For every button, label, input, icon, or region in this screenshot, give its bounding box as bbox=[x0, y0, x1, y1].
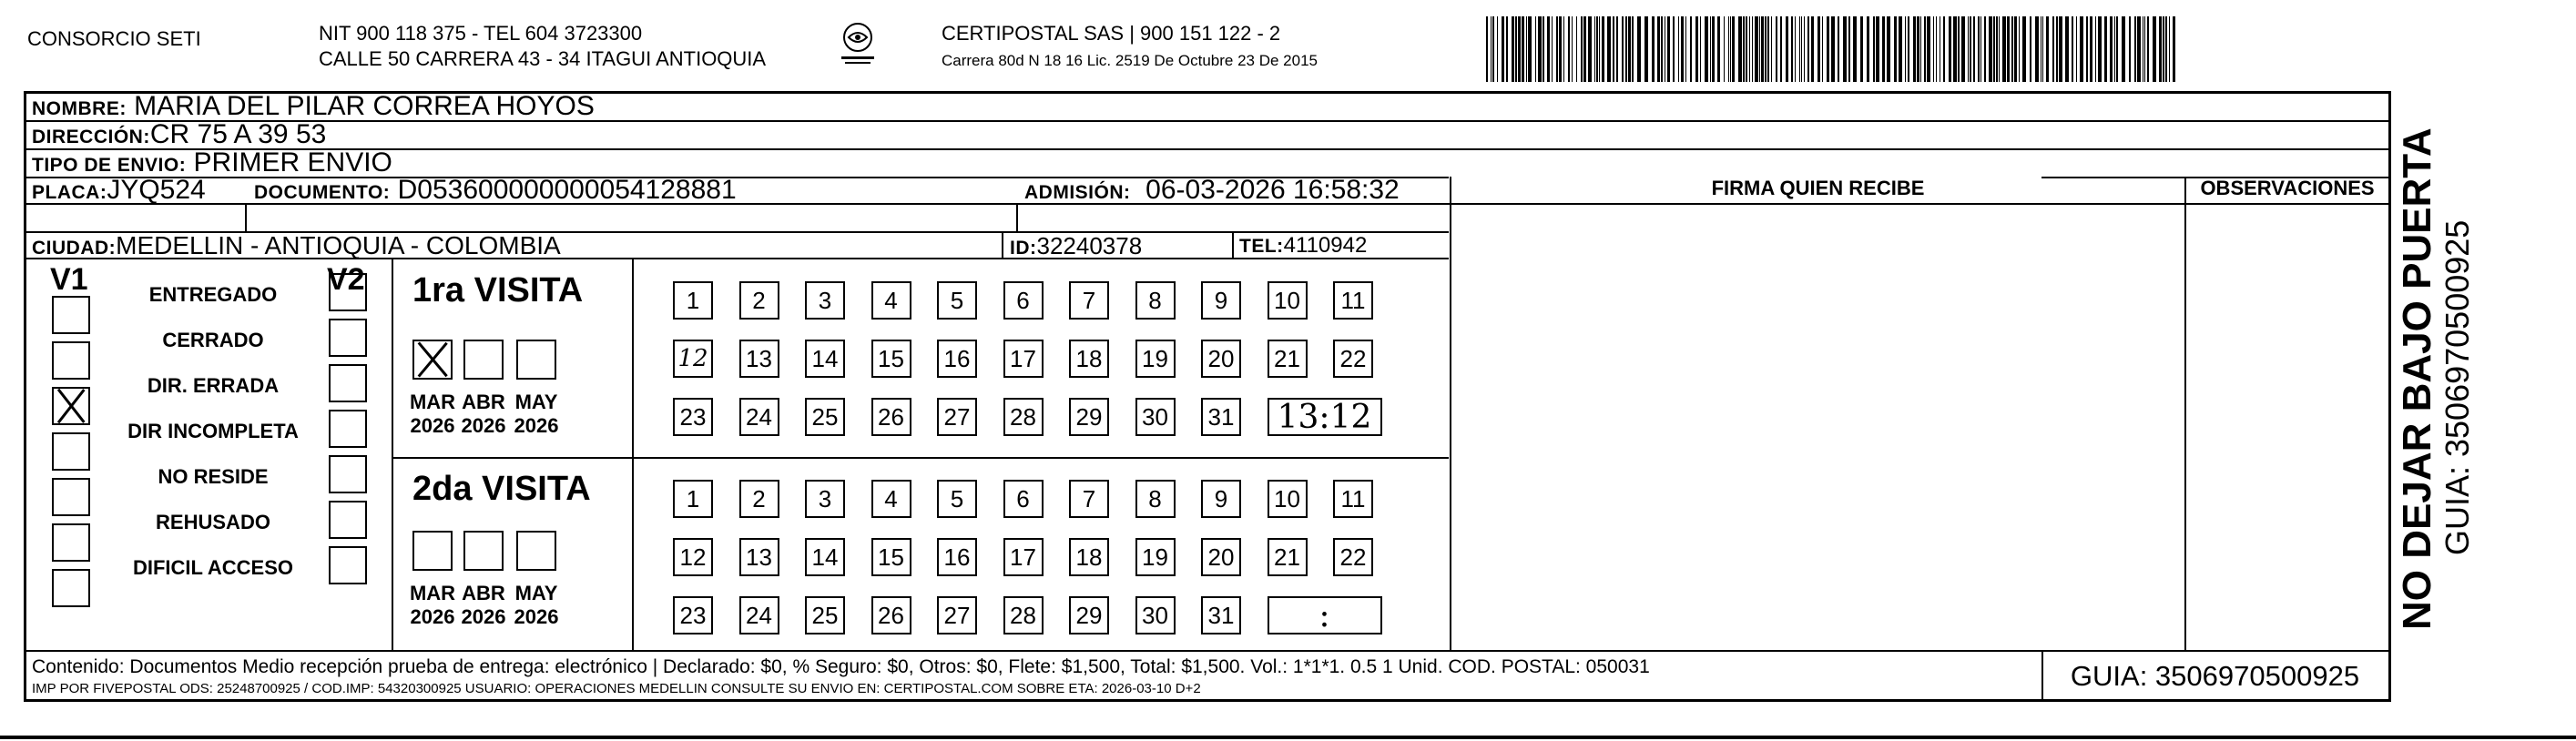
day-box[interactable]: 12 bbox=[673, 538, 713, 576]
status-label: DIR. ERRADA bbox=[147, 374, 280, 397]
month-label: MAY bbox=[514, 391, 558, 413]
status-label: ENTREGADO bbox=[148, 283, 278, 306]
v2-checkbox[interactable] bbox=[329, 319, 367, 357]
status-label: REHUSADO bbox=[156, 511, 270, 533]
day-box[interactable]: 4 bbox=[871, 281, 911, 320]
month-checkbox[interactable] bbox=[516, 531, 556, 571]
day-box[interactable]: 27 bbox=[937, 398, 977, 436]
day-box[interactable]: 3 bbox=[805, 281, 845, 320]
day-box[interactable]: 20 bbox=[1201, 538, 1241, 576]
documento-field: DOCUMENTO: D053600000000054128881 bbox=[254, 175, 737, 205]
placa-field: PLACA:JYQ524 bbox=[32, 175, 206, 205]
v1-label: V1 bbox=[50, 262, 88, 297]
day-box[interactable]: 19 bbox=[1135, 340, 1176, 378]
tipo-envio-field: TIPO DE ENVIO: PRIMER ENVIO bbox=[32, 147, 392, 178]
day-box[interactable]: 30 bbox=[1135, 596, 1176, 634]
v2-checkbox[interactable] bbox=[329, 546, 367, 584]
nombre-value: MARIA DEL PILAR CORREA HOYOS bbox=[134, 91, 595, 121]
v1-checkbox[interactable] bbox=[52, 341, 90, 380]
direccion-value: CR 75 A 39 53 bbox=[149, 119, 327, 149]
month-label: MAR bbox=[409, 582, 456, 604]
nombre-field: NOMBRE: MARIA DEL PILAR CORREA HOYOS bbox=[32, 91, 595, 121]
day-box[interactable]: 20 bbox=[1201, 340, 1241, 378]
admision-value: 06-03-2026 16:58:32 bbox=[1145, 175, 1400, 205]
month-year: 2026 bbox=[514, 605, 559, 628]
day-box[interactable]: 8 bbox=[1135, 480, 1176, 518]
v1-checkbox[interactable] bbox=[52, 523, 90, 562]
footer-print-line: IMP POR FIVEPOSTAL ODS: 25248700925 / COD.IMP: 54320300925 USUARIO: OPERACIONES MEDELLIN CONSULTE SU ENVIO EN: CERTIPOSTAL.COM SOBRE ETA: 2026-03-10 D+2 bbox=[32, 681, 1201, 696]
month-year: 2026 bbox=[410, 414, 455, 437]
day-box[interactable]: 30 bbox=[1135, 398, 1176, 436]
day-box[interactable]: 16 bbox=[937, 340, 977, 378]
signature-area[interactable] bbox=[1452, 205, 2183, 649]
day-box[interactable]: 9 bbox=[1201, 480, 1241, 518]
certipostal-logo-icon bbox=[836, 20, 880, 67]
day-box[interactable]: 17 bbox=[1003, 538, 1044, 576]
day-box[interactable]: 7 bbox=[1069, 480, 1109, 518]
month-label: ABR bbox=[462, 391, 505, 413]
footer-guia: GUIA: 3506970500925 bbox=[2070, 660, 2360, 692]
placa-value: JYQ524 bbox=[107, 175, 206, 205]
footer-content-line: Contenido: Documentos Medio recepción prueba de entrega: electrónico | Declarado: $0, % Seguro: $0, Otros: $0, Flete: $1,500, Total: $1,500. Vol.: 1*1*1. 0.5 1 Unid. COD. POSTAL: 050031 bbox=[32, 656, 1650, 677]
day-box[interactable]: 6 bbox=[1003, 480, 1044, 518]
month-year: 2026 bbox=[461, 414, 506, 437]
v1-checkbox[interactable] bbox=[52, 432, 90, 471]
day-box[interactable]: 21 bbox=[1268, 340, 1308, 378]
company-name: CONSORCIO SETI bbox=[27, 27, 201, 50]
direccion-field: DIRECCIÓN:CR 75 A 39 53 bbox=[32, 119, 327, 149]
day-box[interactable]: 5 bbox=[937, 281, 977, 320]
day-box[interactable]: 31 bbox=[1201, 596, 1241, 634]
time-box[interactable]: : bbox=[1268, 596, 1382, 634]
day-box[interactable]: 29 bbox=[1069, 596, 1109, 634]
day-box[interactable]: 28 bbox=[1003, 398, 1044, 436]
day-box[interactable]: 14 bbox=[805, 340, 845, 378]
day-box[interactable]: 25 bbox=[805, 596, 845, 634]
day-box[interactable]: 10 bbox=[1268, 480, 1308, 518]
month-year: 2026 bbox=[461, 605, 506, 628]
day-box[interactable]: 15 bbox=[871, 538, 911, 576]
day-box[interactable]: 24 bbox=[739, 398, 779, 436]
v2-checkbox[interactable] bbox=[329, 273, 367, 311]
day-box[interactable]: 7 bbox=[1069, 281, 1109, 320]
observaciones-area[interactable] bbox=[2187, 205, 2388, 649]
v2-checkbox[interactable] bbox=[329, 501, 367, 539]
day-box[interactable]: 26 bbox=[871, 398, 911, 436]
day-box[interactable]: 13 bbox=[739, 538, 779, 576]
status-label: DIR INCOMPLETA bbox=[127, 420, 299, 442]
v2-checkbox[interactable] bbox=[329, 455, 367, 493]
day-box[interactable]: 18 bbox=[1069, 340, 1109, 378]
day-box[interactable]: 1 bbox=[673, 480, 713, 518]
month-checkbox[interactable] bbox=[463, 340, 504, 380]
no-dejar-bajo-puerta: NO DEJAR BAJO PUERTA bbox=[2395, 127, 2439, 630]
status-label: DIFICIL ACCESO bbox=[132, 556, 293, 579]
day-box[interactable]: 11 bbox=[1333, 281, 1373, 320]
day-box[interactable]: 13 bbox=[739, 340, 779, 378]
day-box[interactable]: 9 bbox=[1201, 281, 1241, 320]
day-box[interactable]: 4 bbox=[871, 480, 911, 518]
license-line: Carrera 80d N 18 16 Lic. 2519 De Octubre 23 De 2015 bbox=[942, 52, 1318, 69]
tel-field: TEL:4110942 bbox=[1239, 233, 1368, 258]
day-box[interactable]: 10 bbox=[1268, 281, 1308, 320]
tel-value: 4110942 bbox=[1283, 233, 1368, 258]
v2-checkbox[interactable] bbox=[329, 364, 367, 402]
v2-checkbox[interactable] bbox=[329, 410, 367, 448]
address-line: CALLE 50 CARRERA 43 - 34 ITAGUI ANTIOQUIA bbox=[319, 47, 767, 70]
day-box[interactable]: 2 bbox=[739, 281, 779, 320]
ciudad-field: CIUDAD:MEDELLIN - ANTIOQUIA - COLOMBIA bbox=[32, 231, 561, 259]
v1-checkbox[interactable] bbox=[52, 387, 90, 425]
side-guia: GUIA: 3506970500925 bbox=[2439, 219, 2476, 555]
day-box[interactable]: 6 bbox=[1003, 281, 1044, 320]
day-box[interactable]: 27 bbox=[937, 596, 977, 634]
day-box[interactable]: 24 bbox=[739, 596, 779, 634]
tipo-envio-value: PRIMER ENVIO bbox=[193, 147, 392, 178]
observaciones-header: OBSERVACIONES bbox=[2200, 177, 2375, 199]
v1-checkbox[interactable] bbox=[52, 569, 90, 607]
admision-field: ADMISIÓN: 06-03-2026 16:58:32 bbox=[1024, 175, 1400, 205]
month-label: ABR bbox=[462, 582, 505, 604]
month-label: MAY bbox=[514, 582, 558, 604]
delivery-form bbox=[24, 91, 2391, 702]
day-box[interactable]: 5 bbox=[937, 480, 977, 518]
day-box[interactable]: 31 bbox=[1201, 398, 1241, 436]
status-label: NO RESIDE bbox=[158, 465, 269, 488]
visit2-title: 2da VISITA bbox=[412, 470, 591, 508]
nit-line: NIT 900 118 375 - TEL 604 3723300 bbox=[319, 22, 643, 45]
day-box[interactable]: 12 bbox=[673, 340, 713, 378]
day-box[interactable]: 22 bbox=[1333, 340, 1373, 378]
day-box[interactable]: 25 bbox=[805, 398, 845, 436]
day-box[interactable]: 15 bbox=[871, 340, 911, 378]
day-box[interactable]: 16 bbox=[937, 538, 977, 576]
day-box[interactable]: 29 bbox=[1069, 398, 1109, 436]
day-box[interactable]: 23 bbox=[673, 398, 713, 436]
month-checkbox[interactable] bbox=[412, 531, 453, 571]
month-year: 2026 bbox=[410, 605, 455, 628]
v1-checkbox[interactable] bbox=[52, 478, 90, 516]
day-box[interactable]: 18 bbox=[1069, 538, 1109, 576]
day-box[interactable]: 26 bbox=[871, 596, 911, 634]
firma-header: FIRMA QUIEN RECIBE bbox=[1711, 177, 1925, 199]
day-box[interactable]: 14 bbox=[805, 538, 845, 576]
day-box[interactable]: 2 bbox=[739, 480, 779, 518]
day-box[interactable]: 1 bbox=[673, 281, 713, 320]
month-checkbox[interactable] bbox=[516, 340, 556, 380]
day-box[interactable]: 22 bbox=[1333, 538, 1373, 576]
id-field: ID:32240378 bbox=[1010, 232, 1143, 259]
month-checkbox[interactable] bbox=[463, 531, 504, 571]
month-label: MAR bbox=[409, 391, 456, 413]
month-checkbox[interactable] bbox=[412, 340, 453, 380]
ciudad-value: MEDELLIN - ANTIOQUIA - COLOMBIA bbox=[116, 231, 561, 259]
day-box[interactable]: 8 bbox=[1135, 281, 1176, 320]
id-value: 32240378 bbox=[1036, 232, 1143, 259]
day-box[interactable]: 21 bbox=[1268, 538, 1308, 576]
day-box[interactable]: 28 bbox=[1003, 596, 1044, 634]
barcode-icon bbox=[1486, 16, 2178, 82]
day-box[interactable]: 23 bbox=[673, 596, 713, 634]
month-year: 2026 bbox=[514, 414, 559, 437]
day-box[interactable]: 3 bbox=[805, 480, 845, 518]
time-box[interactable]: 13:12 bbox=[1268, 398, 1382, 436]
day-box[interactable]: 19 bbox=[1135, 538, 1176, 576]
certipostal-line: CERTIPOSTAL SAS | 900 151 122 - 2 bbox=[942, 22, 1281, 45]
v2-label: V2 bbox=[327, 262, 365, 297]
day-box[interactable]: 17 bbox=[1003, 340, 1044, 378]
v1-checkbox[interactable] bbox=[52, 296, 90, 334]
status-label: CERRADO bbox=[162, 329, 264, 351]
visit1-title: 1ra VISITA bbox=[412, 271, 584, 310]
bottom-edge bbox=[0, 736, 2576, 739]
day-box[interactable]: 11 bbox=[1333, 480, 1373, 518]
documento-value: D053600000000054128881 bbox=[397, 175, 737, 205]
